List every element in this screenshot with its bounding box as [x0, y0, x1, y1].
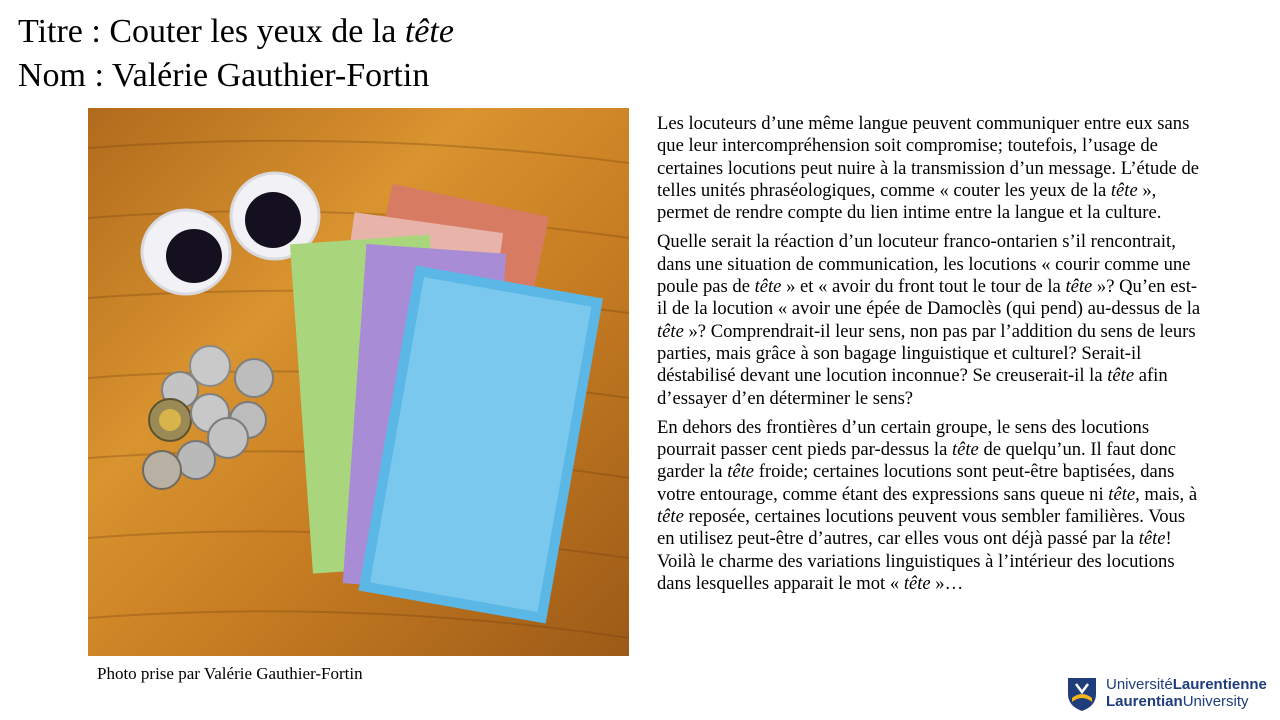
text-run: , mais, à: [1135, 483, 1198, 505]
paragraph-1: [657, 113, 1202, 224]
paragraph-2: [657, 231, 1202, 409]
emphasis-word: tête: [1110, 179, 1138, 201]
text-run: afin d’essayer d’en déterminer le sens?: [657, 365, 1168, 409]
logo-word-laurentian: Laurentian: [1106, 693, 1183, 710]
university-logo: [1064, 674, 1276, 714]
logo-word-universite: Université: [1106, 676, 1173, 693]
logo-wordmark: [1106, 676, 1267, 710]
text-run: Les locuteurs d’une même langue peuvent communiquer entre eux sans que leur intercompréhension soit compromise; toutefois, l’usage de certaines locutions peut nuire à la transmission d’un message. L’étude de telles unités phraséologiques, comme « couter les yeux de la: [657, 113, 1199, 201]
logo-word-university: University: [1182, 693, 1249, 710]
emphasis-word: tête: [754, 276, 782, 298]
page-title: [18, 10, 454, 54]
emphasis-word: tête: [657, 506, 684, 528]
title-prefix: Titre : Couter les yeux de la: [18, 13, 405, 50]
emphasis-word: tête: [951, 439, 979, 461]
photo-money-googly-eyes: [88, 108, 629, 656]
text-run: de quelqu’un. Il faut donc garder la: [657, 439, 1177, 483]
paragraph-3: [657, 417, 1202, 595]
logo-word-laurentienne: Laurentienne: [1172, 676, 1267, 693]
emphasis-word: tête: [1107, 365, 1135, 387]
title-block: [18, 10, 454, 98]
text-run: ! Voilà le charme des variations linguistiques à l’intérieur des locutions dans lesquelles apparait le mot «: [657, 528, 1175, 594]
text-run: » et « avoir du front tout le tour de la: [781, 276, 1066, 298]
text-run: froide; certaines locutions sont peut-être baptisées, dans votre entourage, comme étant des expressions sans queue ni: [657, 461, 1175, 505]
text-run: Quelle serait la réaction d’un locuteur franco-ontarien s’il rencontrait, dans une situation de communication, les locutions « courir comme une poule pas de: [657, 231, 1191, 298]
title-emphasis: tête: [404, 13, 454, 50]
body-text: [657, 113, 1202, 602]
emphasis-word: tête: [1138, 528, 1166, 550]
text-run: »…: [930, 572, 964, 594]
text-run: En dehors des frontières d’un certain groupe, le sens des locutions pourrait passer cent pieds par-dessus la: [657, 416, 1150, 461]
emphasis-word: tête: [903, 572, 931, 594]
shield-icon: [1066, 676, 1098, 712]
emphasis-word: tête: [1108, 483, 1136, 505]
logo-line-french: [1106, 676, 1267, 693]
text-run: », permet de rendre compte du lien intime entre la langue et la culture.: [657, 179, 1162, 224]
author-name: Nom : Valérie Gauthier-Fortin: [18, 57, 430, 94]
emphasis-word: tête: [727, 461, 755, 483]
text-run: »? Comprendrait-il leur sens, non pas par l’addition du sens de leurs parties, mais grâce à son bagage linguistique et culturel? Serait-il déstabilisé devant une locution inconnue? Se creuserait-il la: [657, 320, 1196, 387]
text-run: »? Qu’en est-il de la locution « avoir une épée de Damoclès (qui pend) au-dessus de la: [657, 276, 1201, 320]
emphasis-word: tête: [1065, 276, 1093, 298]
logo-line-english: [1106, 693, 1267, 710]
text-run: reposée, certaines locutions peuvent vous sembler familières. Vous en utilisez peut-être d’autres, car elles vous ont déjà passé par la: [657, 506, 1186, 550]
photo-caption: Photo prise par Valérie Gauthier-Fortin: [97, 664, 363, 683]
photo-illustration: [88, 108, 629, 656]
emphasis-word: tête: [657, 320, 684, 342]
